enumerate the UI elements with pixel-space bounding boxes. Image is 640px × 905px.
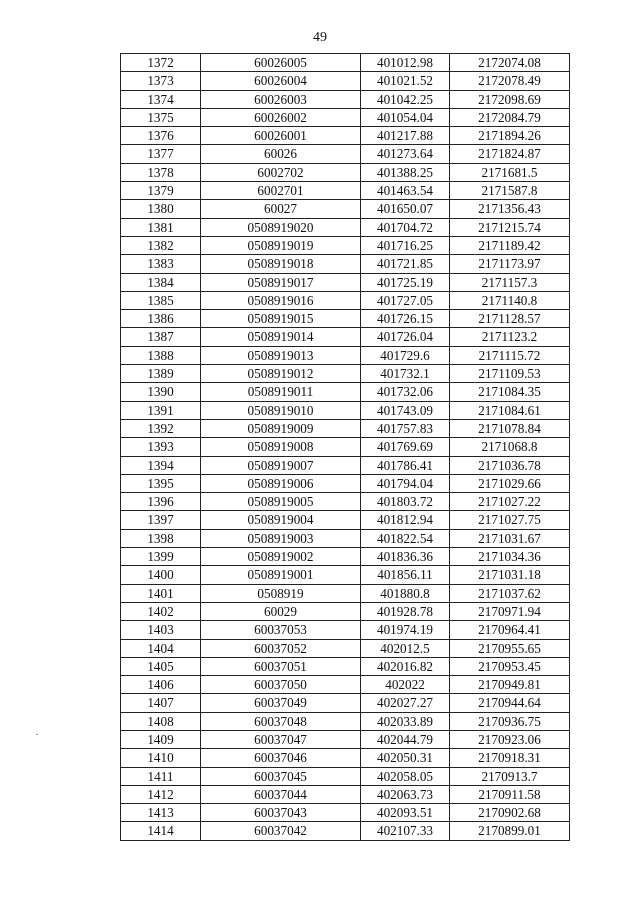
table-row [121,310,570,328]
table-row [121,730,570,748]
x-coordinate-cell: 401880.8 [361,584,450,602]
x-coordinate-cell: 401822.54 [361,529,450,547]
y-coordinate-cell: 2170923.06 [450,730,570,748]
row-index-cell: 1376 [121,127,201,145]
y-coordinate-cell: 2171173.97 [450,255,570,273]
y-coordinate-cell: 2170949.81 [450,676,570,694]
table-row [121,346,570,364]
row-index-cell: 1377 [121,145,201,163]
point-id-cell: 60037043 [201,804,361,822]
x-coordinate-cell: 401928.78 [361,602,450,620]
row-index-cell: 1405 [121,657,201,675]
point-id-cell: 0508919012 [201,365,361,383]
y-coordinate-cell: 2171128.57 [450,310,570,328]
x-coordinate-cell: 401794.04 [361,474,450,492]
x-coordinate-cell: 401217.88 [361,127,450,145]
y-coordinate-cell: 2171031.18 [450,566,570,584]
x-coordinate-cell: 402016.82 [361,657,450,675]
row-index-cell: 1406 [121,676,201,694]
y-coordinate-cell: 2171078.84 [450,419,570,437]
row-index-cell: 1408 [121,712,201,730]
y-coordinate-cell: 2170918.31 [450,749,570,767]
point-id-cell: 0508919005 [201,493,361,511]
y-coordinate-cell: 2171587.8 [450,182,570,200]
table-row [121,200,570,218]
table-row [121,676,570,694]
point-id-cell: 0508919009 [201,419,361,437]
x-coordinate-cell: 401732.1 [361,365,450,383]
row-index-cell: 1409 [121,730,201,748]
point-id-cell: 0508919003 [201,529,361,547]
point-id-cell: 60037049 [201,694,361,712]
scan-speck [36,734,38,735]
y-coordinate-cell: 2171824.87 [450,145,570,163]
row-index-cell: 1398 [121,529,201,547]
row-index-cell: 1404 [121,639,201,657]
table-row [121,90,570,108]
y-coordinate-cell: 2172084.79 [450,108,570,126]
y-coordinate-cell: 2170913.7 [450,767,570,785]
y-coordinate-cell: 2171027.22 [450,493,570,511]
row-index-cell: 1412 [121,785,201,803]
x-coordinate-cell: 401974.19 [361,621,450,639]
x-coordinate-cell: 402107.33 [361,822,450,840]
table-row [121,127,570,145]
y-coordinate-cell: 2171157.3 [450,273,570,291]
row-index-cell: 1381 [121,218,201,236]
point-id-cell: 60029 [201,602,361,620]
y-coordinate-cell: 2170955.65 [450,639,570,657]
x-coordinate-cell: 401273.64 [361,145,450,163]
table-row [121,749,570,767]
x-coordinate-cell: 401727.05 [361,291,450,309]
row-index-cell: 1413 [121,804,201,822]
row-index-cell: 1411 [121,767,201,785]
table-row [121,291,570,309]
y-coordinate-cell: 2171115.72 [450,346,570,364]
x-coordinate-cell: 402058.05 [361,767,450,785]
point-id-cell: 0508919020 [201,218,361,236]
x-coordinate-cell: 402063.73 [361,785,450,803]
point-id-cell: 0508919013 [201,346,361,364]
x-coordinate-cell: 401726.15 [361,310,450,328]
y-coordinate-cell: 2170953.45 [450,657,570,675]
y-coordinate-cell: 2171027.75 [450,511,570,529]
coordinates-table [120,53,570,841]
point-id-cell: 0508919010 [201,401,361,419]
row-index-cell: 1394 [121,456,201,474]
row-index-cell: 1400 [121,566,201,584]
table-row [121,785,570,803]
y-coordinate-cell: 2171215.74 [450,218,570,236]
y-coordinate-cell: 2170964.41 [450,621,570,639]
point-id-cell: 0508919004 [201,511,361,529]
y-coordinate-cell: 2171123.2 [450,328,570,346]
y-coordinate-cell: 2171029.66 [450,474,570,492]
table-row [121,804,570,822]
x-coordinate-cell: 401757.83 [361,419,450,437]
point-id-cell: 0508919 [201,584,361,602]
x-coordinate-cell: 401463.54 [361,182,450,200]
x-coordinate-cell: 401042.25 [361,90,450,108]
table-row [121,218,570,236]
point-id-cell: 60026 [201,145,361,163]
row-index-cell: 1402 [121,602,201,620]
table-row [121,474,570,492]
coordinates-table-body [121,54,570,841]
table-row [121,145,570,163]
row-index-cell: 1380 [121,200,201,218]
y-coordinate-cell: 2171034.36 [450,548,570,566]
y-coordinate-cell: 2172098.69 [450,90,570,108]
table-row [121,419,570,437]
row-index-cell: 1414 [121,822,201,840]
table-row [121,163,570,181]
point-id-cell: 60037050 [201,676,361,694]
row-index-cell: 1390 [121,383,201,401]
table-row [121,529,570,547]
point-id-cell: 0508919015 [201,310,361,328]
table-row [121,548,570,566]
point-id-cell: 0508919006 [201,474,361,492]
table-row [121,822,570,840]
row-index-cell: 1392 [121,419,201,437]
page-number: 49 [313,30,327,45]
x-coordinate-cell: 401786.41 [361,456,450,474]
point-id-cell: 0508919008 [201,438,361,456]
row-index-cell: 1388 [121,346,201,364]
point-id-cell: 0508919017 [201,273,361,291]
point-id-cell: 60037042 [201,822,361,840]
y-coordinate-cell: 2170944.64 [450,694,570,712]
x-coordinate-cell: 401769.69 [361,438,450,456]
x-coordinate-cell: 401836.36 [361,548,450,566]
row-index-cell: 1386 [121,310,201,328]
row-index-cell: 1403 [121,621,201,639]
table-row [121,236,570,254]
row-index-cell: 1372 [121,54,201,72]
x-coordinate-cell: 401803.72 [361,493,450,511]
y-coordinate-cell: 2171031.67 [450,529,570,547]
table-row [121,438,570,456]
point-id-cell: 60026004 [201,72,361,90]
row-index-cell: 1396 [121,493,201,511]
row-index-cell: 1401 [121,584,201,602]
x-coordinate-cell: 401704.72 [361,218,450,236]
x-coordinate-cell: 401729.6 [361,346,450,364]
point-id-cell: 0508919019 [201,236,361,254]
point-id-cell: 0508919018 [201,255,361,273]
table-row [121,602,570,620]
table-row [121,566,570,584]
table-row [121,639,570,657]
x-coordinate-cell: 401726.04 [361,328,450,346]
point-id-cell: 60037046 [201,749,361,767]
y-coordinate-cell: 2171356.43 [450,200,570,218]
table-row [121,511,570,529]
point-id-cell: 6002702 [201,163,361,181]
point-id-cell: 60037045 [201,767,361,785]
table-row [121,273,570,291]
table-row [121,621,570,639]
point-id-cell: 60026003 [201,90,361,108]
table-row [121,694,570,712]
y-coordinate-cell: 2170899.01 [450,822,570,840]
x-coordinate-cell: 402027.27 [361,694,450,712]
y-coordinate-cell: 2171084.35 [450,383,570,401]
point-id-cell: 0508919007 [201,456,361,474]
point-id-cell: 60027 [201,200,361,218]
point-id-cell: 0508919002 [201,548,361,566]
point-id-cell: 0508919011 [201,383,361,401]
x-coordinate-cell: 402033.89 [361,712,450,730]
row-index-cell: 1407 [121,694,201,712]
x-coordinate-cell: 401054.04 [361,108,450,126]
row-index-cell: 1393 [121,438,201,456]
y-coordinate-cell: 2172078.49 [450,72,570,90]
x-coordinate-cell: 402044.79 [361,730,450,748]
coordinates-table-container [120,53,569,841]
point-id-cell: 0508919016 [201,291,361,309]
row-index-cell: 1384 [121,273,201,291]
x-coordinate-cell: 402093.51 [361,804,450,822]
y-coordinate-cell: 2170971.94 [450,602,570,620]
point-id-cell: 60037053 [201,621,361,639]
y-coordinate-cell: 2170902.68 [450,804,570,822]
row-index-cell: 1382 [121,236,201,254]
point-id-cell: 60026001 [201,127,361,145]
row-index-cell: 1374 [121,90,201,108]
row-index-cell: 1397 [121,511,201,529]
point-id-cell: 60037052 [201,639,361,657]
row-index-cell: 1373 [121,72,201,90]
table-row [121,493,570,511]
point-id-cell: 6002701 [201,182,361,200]
y-coordinate-cell: 2171681.5 [450,163,570,181]
y-coordinate-cell: 2171037.62 [450,584,570,602]
row-index-cell: 1379 [121,182,201,200]
table-row [121,182,570,200]
x-coordinate-cell: 401856.11 [361,566,450,584]
x-coordinate-cell: 401716.25 [361,236,450,254]
table-row [121,767,570,785]
row-index-cell: 1383 [121,255,201,273]
row-index-cell: 1387 [121,328,201,346]
x-coordinate-cell: 401812.94 [361,511,450,529]
row-index-cell: 1410 [121,749,201,767]
table-row [121,383,570,401]
point-id-cell: 60037047 [201,730,361,748]
y-coordinate-cell: 2171140.8 [450,291,570,309]
table-row [121,456,570,474]
point-id-cell: 60026002 [201,108,361,126]
y-coordinate-cell: 2170936.75 [450,712,570,730]
x-coordinate-cell: 401012.98 [361,54,450,72]
y-coordinate-cell: 2171084.61 [450,401,570,419]
y-coordinate-cell: 2171068.8 [450,438,570,456]
row-index-cell: 1389 [121,365,201,383]
point-id-cell: 60026005 [201,54,361,72]
table-row [121,712,570,730]
table-row [121,365,570,383]
table-row [121,657,570,675]
x-coordinate-cell: 401388.25 [361,163,450,181]
point-id-cell: 0508919014 [201,328,361,346]
row-index-cell: 1391 [121,401,201,419]
point-id-cell: 60037051 [201,657,361,675]
x-coordinate-cell: 401725.19 [361,273,450,291]
y-coordinate-cell: 2171894.26 [450,127,570,145]
x-coordinate-cell: 401732.06 [361,383,450,401]
row-index-cell: 1375 [121,108,201,126]
row-index-cell: 1395 [121,474,201,492]
row-index-cell: 1399 [121,548,201,566]
table-row [121,328,570,346]
point-id-cell: 60037044 [201,785,361,803]
x-coordinate-cell: 402050.31 [361,749,450,767]
point-id-cell: 60037048 [201,712,361,730]
table-row [121,584,570,602]
table-row [121,108,570,126]
y-coordinate-cell: 2170911.58 [450,785,570,803]
table-row [121,255,570,273]
x-coordinate-cell: 402012.5 [361,639,450,657]
x-coordinate-cell: 401721.85 [361,255,450,273]
x-coordinate-cell: 401743.09 [361,401,450,419]
row-index-cell: 1378 [121,163,201,181]
y-coordinate-cell: 2171109.53 [450,365,570,383]
table-row [121,401,570,419]
x-coordinate-cell: 401021.52 [361,72,450,90]
point-id-cell: 0508919001 [201,566,361,584]
x-coordinate-cell: 402022 [361,676,450,694]
y-coordinate-cell: 2171036.78 [450,456,570,474]
y-coordinate-cell: 2172074.08 [450,54,570,72]
table-row [121,72,570,90]
x-coordinate-cell: 401650.07 [361,200,450,218]
table-row [121,54,570,72]
row-index-cell: 1385 [121,291,201,309]
y-coordinate-cell: 2171189.42 [450,236,570,254]
